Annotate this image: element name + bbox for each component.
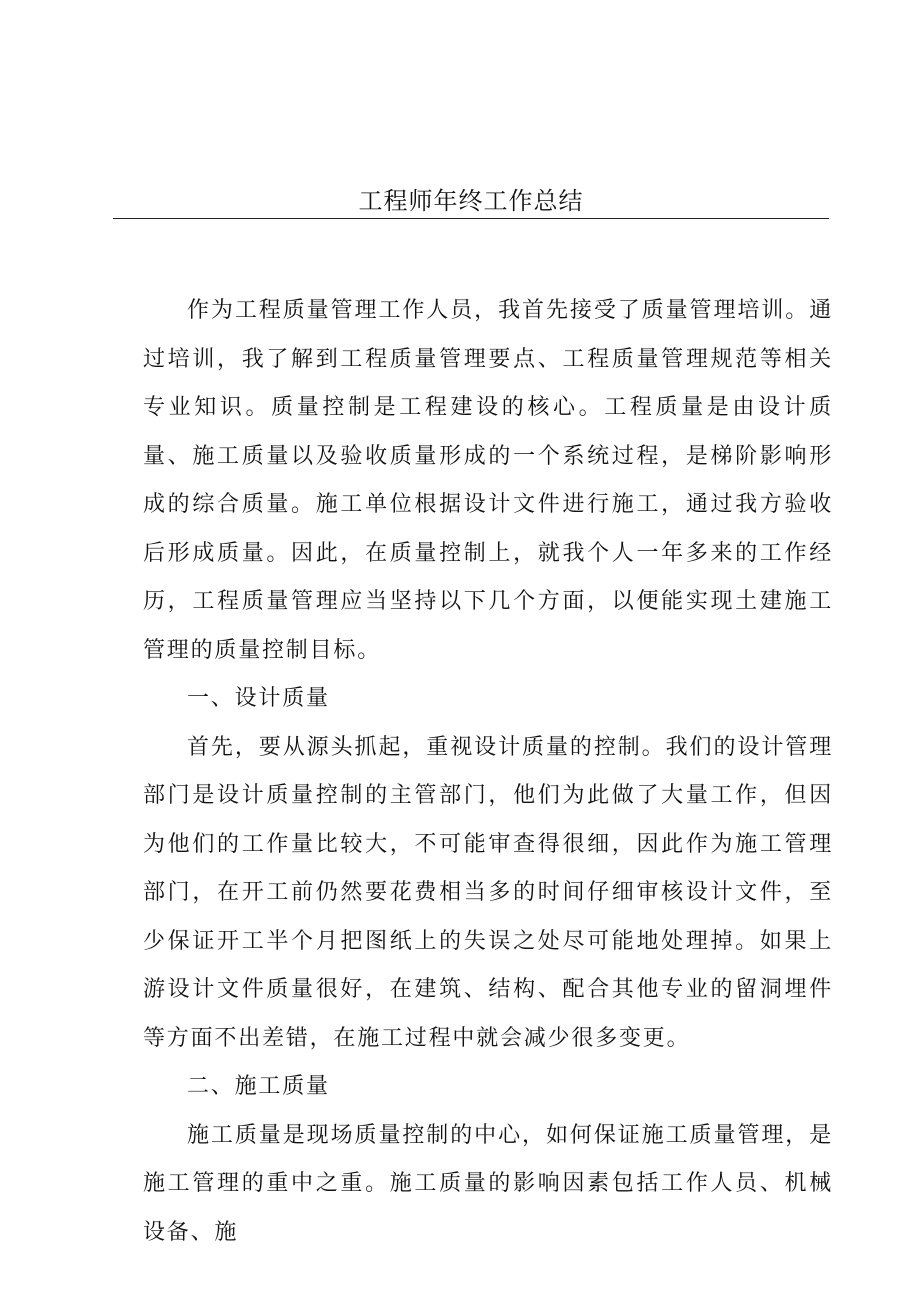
intro-paragraph: 作为工程质量管理工作人员，我首先接受了质量管理培训。通过培训，我了解到工程质量管理要点、工程质量管理规范等相关专业知识。质量控制是工程建设的核心。工程质量是由设计质量、施工质量以及验收质量形成的一个系统过程，是梯阶影响形成的综合质量。施工单位根据设计文件进行施工，通过我方验收后形成质量。因此，在质量控制上，就我个人一年多来的工作经历，工程质量管理应当坚持以下几个方面，以便能实现土建施工管理的质量控制目标。: [143, 298, 833, 663]
section-heading-design-quality: 一、设计质量: [187, 686, 330, 711]
section-heading-construction-quality: 二、施工质量: [187, 1074, 330, 1099]
document-title: 工程师年终工作总结: [113, 184, 829, 219]
document-body: [143, 287, 833, 1257]
design-quality-paragraph: 首先，要从源头抓起，重视设计质量的控制。我们的设计管理部门是设计质量控制的主管部门，他们为此做了大量工作，但因为他们的工作量比较大，不可能审查得很细，因此作为施工管理部门，在开工前仍然要花费相当多的时间仔细审核设计文件，至少保证开工半个月把图纸上的失误之处尽可能地处理掉。如果上游设计文件质量很好，在建筑、结构、配合其他专业的留洞埋件等方面不出差错，在施工过程中就会减少很多变更。: [143, 734, 833, 1051]
construction-quality-paragraph: 施工质量是现场质量控制的中心，如何保证施工质量管理，是施工管理的重中之重。施工质量的影响因素包括工作人员、机械设备、施: [143, 1122, 833, 1245]
